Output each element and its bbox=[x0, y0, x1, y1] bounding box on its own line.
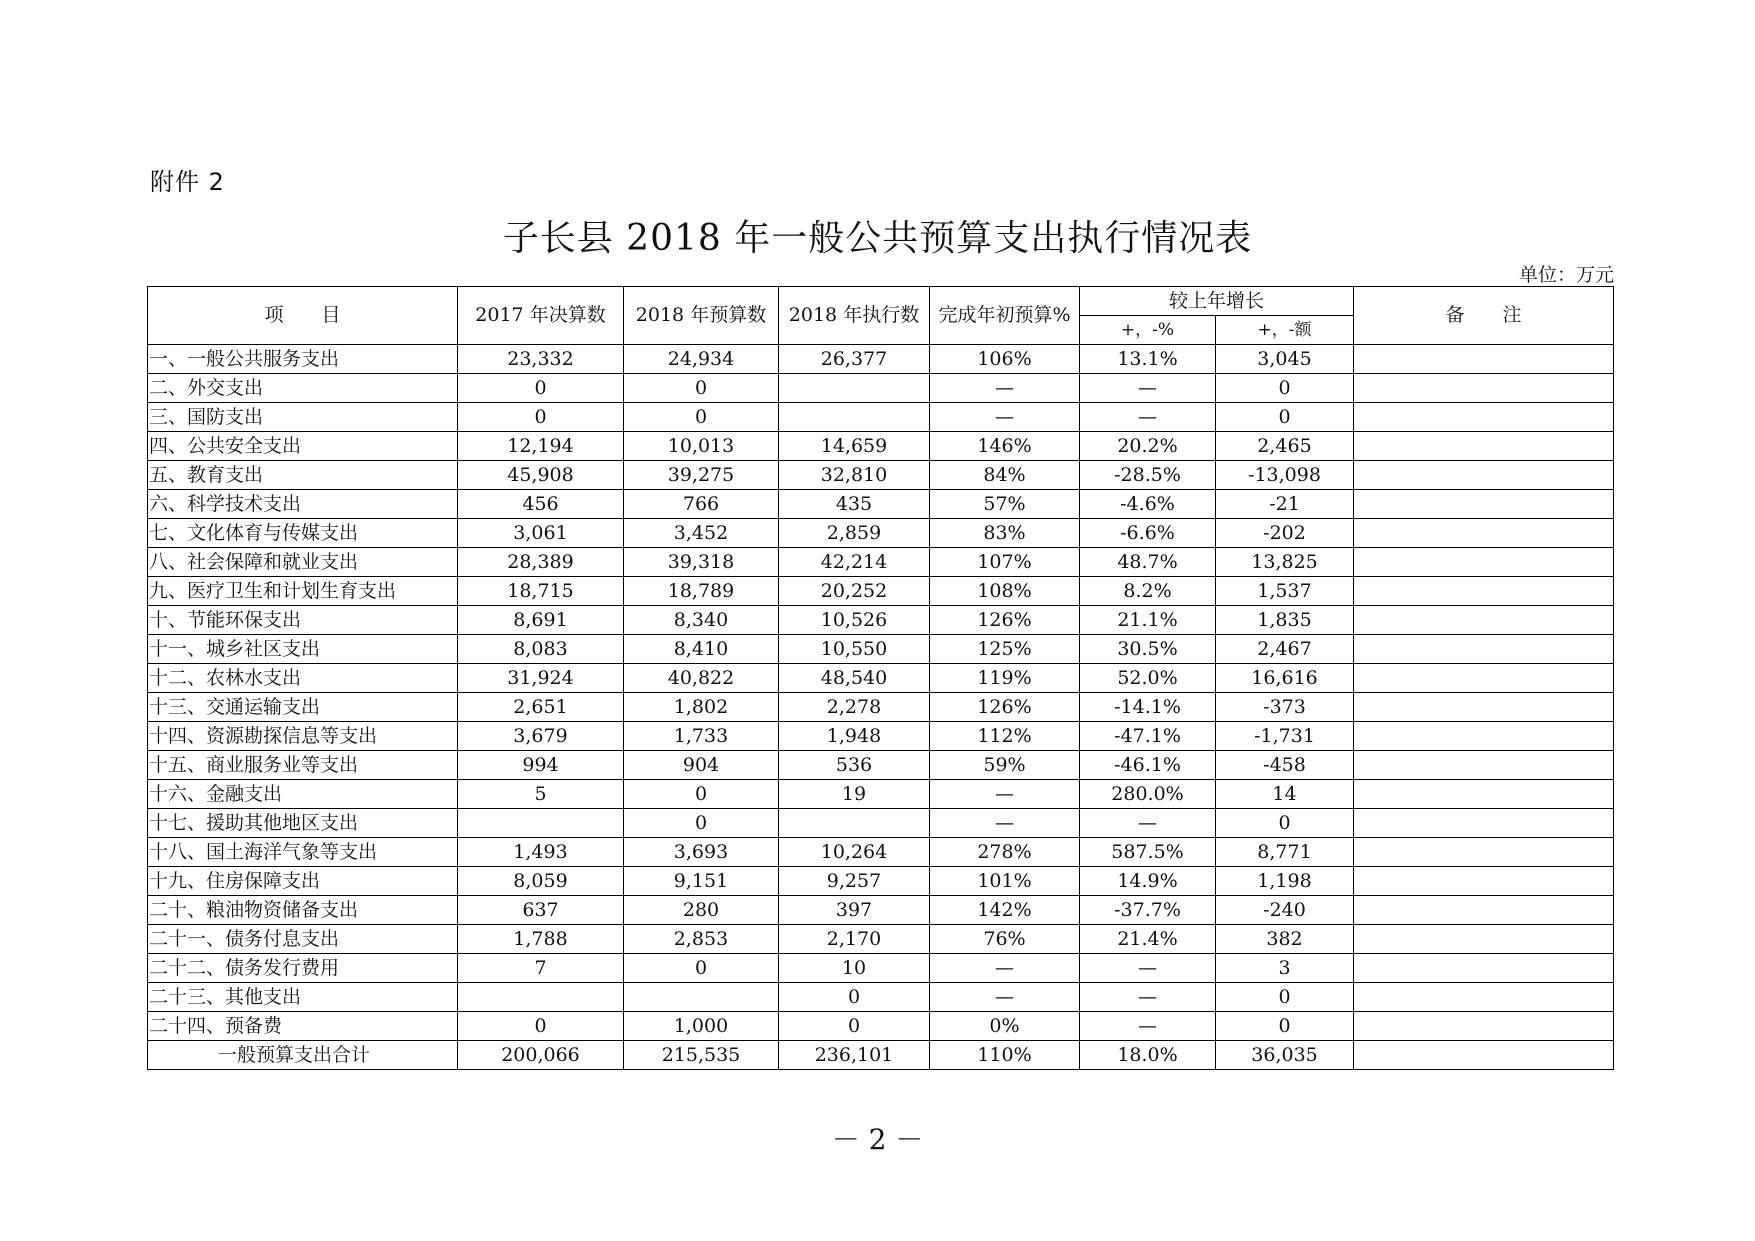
total-row bbox=[148, 1041, 1614, 1070]
cell-growth-amt: -1,731 bbox=[1216, 722, 1354, 751]
cell-exec-2018: 435 bbox=[779, 490, 930, 519]
cell-growth-pct: 587.5% bbox=[1080, 838, 1216, 867]
cell-item-name: 七、文化体育与传媒支出 bbox=[148, 519, 458, 548]
cell-remark bbox=[1354, 954, 1614, 983]
cell-growth-amt: 0 bbox=[1216, 983, 1354, 1012]
cell-final-2017: 12,194 bbox=[458, 432, 624, 461]
cell-growth-pct: 21.1% bbox=[1080, 606, 1216, 635]
cell-remark bbox=[1354, 548, 1614, 577]
cell-final-2017: 5 bbox=[458, 780, 624, 809]
table-header bbox=[148, 287, 1614, 345]
cell-budget-2018: 280 bbox=[624, 896, 779, 925]
cell-exec-2018: 26,377 bbox=[779, 345, 930, 374]
table-row bbox=[148, 809, 1614, 838]
cell-final-2017: 200,066 bbox=[458, 1041, 624, 1070]
cell-item-name: 十一、城乡社区支出 bbox=[148, 635, 458, 664]
cell-final-2017: 45,908 bbox=[458, 461, 624, 490]
table-row bbox=[148, 693, 1614, 722]
cell-remark bbox=[1354, 722, 1614, 751]
cell-completion: 108% bbox=[930, 577, 1080, 606]
cell-completion: 125% bbox=[930, 635, 1080, 664]
cell-final-2017: 456 bbox=[458, 490, 624, 519]
table-row bbox=[148, 838, 1614, 867]
cell-remark bbox=[1354, 606, 1614, 635]
cell-growth-amt: 8,771 bbox=[1216, 838, 1354, 867]
cell-item-name: 十五、商业服务业等支出 bbox=[148, 751, 458, 780]
cell-completion: 126% bbox=[930, 606, 1080, 635]
cell-growth-amt: 0 bbox=[1216, 403, 1354, 432]
header-budget-2018: 2018 年预算数 bbox=[624, 287, 779, 345]
cell-final-2017: 7 bbox=[458, 954, 624, 983]
cell-completion: — bbox=[930, 403, 1080, 432]
table-row bbox=[148, 519, 1614, 548]
cell-remark bbox=[1354, 925, 1614, 954]
cell-growth-amt: -21 bbox=[1216, 490, 1354, 519]
cell-exec-2018: 2,170 bbox=[779, 925, 930, 954]
cell-final-2017: 28,389 bbox=[458, 548, 624, 577]
cell-item-name: 六、科学技术支出 bbox=[148, 490, 458, 519]
cell-budget-2018: 904 bbox=[624, 751, 779, 780]
cell-remark bbox=[1354, 519, 1614, 548]
table-row bbox=[148, 403, 1614, 432]
cell-item-name: 三、国防支出 bbox=[148, 403, 458, 432]
cell-final-2017: 0 bbox=[458, 1012, 624, 1041]
cell-budget-2018: 18,789 bbox=[624, 577, 779, 606]
cell-growth-amt: 13,825 bbox=[1216, 548, 1354, 577]
cell-exec-2018: 42,214 bbox=[779, 548, 930, 577]
table-row bbox=[148, 577, 1614, 606]
cell-growth-amt: 14 bbox=[1216, 780, 1354, 809]
table-row bbox=[148, 606, 1614, 635]
attachment-label: 附件 2 bbox=[150, 168, 225, 196]
header-growth-pct: +，-% bbox=[1080, 316, 1216, 345]
cell-budget-2018: 0 bbox=[624, 954, 779, 983]
table-row bbox=[148, 896, 1614, 925]
cell-growth-amt: 2,465 bbox=[1216, 432, 1354, 461]
cell-remark bbox=[1354, 345, 1614, 374]
cell-item-name: 二十二、债务发行费用 bbox=[148, 954, 458, 983]
cell-completion: — bbox=[930, 374, 1080, 403]
cell-final-2017: 3,061 bbox=[458, 519, 624, 548]
cell-exec-2018: 14,659 bbox=[779, 432, 930, 461]
cell-growth-amt: 2,467 bbox=[1216, 635, 1354, 664]
cell-exec-2018: 2,859 bbox=[779, 519, 930, 548]
cell-budget-2018: 39,275 bbox=[624, 461, 779, 490]
cell-final-2017: 994 bbox=[458, 751, 624, 780]
cell-growth-pct: — bbox=[1080, 1012, 1216, 1041]
cell-growth-pct: -14.1% bbox=[1080, 693, 1216, 722]
cell-remark bbox=[1354, 1012, 1614, 1041]
cell-exec-2018: 10 bbox=[779, 954, 930, 983]
cell-growth-amt: 1,537 bbox=[1216, 577, 1354, 606]
cell-item-name: 二十一、债务付息支出 bbox=[148, 925, 458, 954]
table-row bbox=[148, 461, 1614, 490]
cell-completion: 278% bbox=[930, 838, 1080, 867]
cell-growth-pct: -4.6% bbox=[1080, 490, 1216, 519]
cell-growth-amt: 3 bbox=[1216, 954, 1354, 983]
cell-exec-2018: 10,526 bbox=[779, 606, 930, 635]
cell-item-name: 十二、农林水支出 bbox=[148, 664, 458, 693]
cell-budget-2018: 8,340 bbox=[624, 606, 779, 635]
cell-item-name: 四、公共安全支出 bbox=[148, 432, 458, 461]
table-row bbox=[148, 345, 1614, 374]
cell-budget-2018: 24,934 bbox=[624, 345, 779, 374]
table-row bbox=[148, 490, 1614, 519]
cell-growth-pct: 21.4% bbox=[1080, 925, 1216, 954]
cell-budget-2018 bbox=[624, 983, 779, 1012]
unit-label: 单位：万元 bbox=[1518, 264, 1614, 286]
cell-item-name: 十七、援助其他地区支出 bbox=[148, 809, 458, 838]
cell-growth-amt: 16,616 bbox=[1216, 664, 1354, 693]
cell-growth-pct: -6.6% bbox=[1080, 519, 1216, 548]
cell-growth-pct: — bbox=[1080, 374, 1216, 403]
cell-exec-2018: 1,948 bbox=[779, 722, 930, 751]
cell-budget-2018: 39,318 bbox=[624, 548, 779, 577]
cell-budget-2018: 0 bbox=[624, 403, 779, 432]
cell-remark bbox=[1354, 780, 1614, 809]
cell-completion: 101% bbox=[930, 867, 1080, 896]
cell-item-name: 十、节能环保支出 bbox=[148, 606, 458, 635]
cell-budget-2018: 3,452 bbox=[624, 519, 779, 548]
cell-final-2017 bbox=[458, 809, 624, 838]
cell-remark bbox=[1354, 403, 1614, 432]
cell-exec-2018 bbox=[779, 809, 930, 838]
cell-growth-amt: -373 bbox=[1216, 693, 1354, 722]
cell-item-name: 二十四、预备费 bbox=[148, 1012, 458, 1041]
cell-budget-2018: 10,013 bbox=[624, 432, 779, 461]
cell-completion: 76% bbox=[930, 925, 1080, 954]
cell-exec-2018: 9,257 bbox=[779, 867, 930, 896]
cell-final-2017: 31,924 bbox=[458, 664, 624, 693]
cell-item-name: 一般预算支出合计 bbox=[148, 1041, 458, 1070]
cell-remark bbox=[1354, 751, 1614, 780]
cell-item-name: 十六、金融支出 bbox=[148, 780, 458, 809]
cell-item-name: 八、社会保障和就业支出 bbox=[148, 548, 458, 577]
table-row bbox=[148, 664, 1614, 693]
cell-item-name: 二十、粮油物资储备支出 bbox=[148, 896, 458, 925]
cell-completion: — bbox=[930, 983, 1080, 1012]
cell-growth-pct: -46.1% bbox=[1080, 751, 1216, 780]
cell-completion: 146% bbox=[930, 432, 1080, 461]
header-exec-2018: 2018 年执行数 bbox=[779, 287, 930, 345]
cell-final-2017: 637 bbox=[458, 896, 624, 925]
cell-growth-pct: — bbox=[1080, 403, 1216, 432]
cell-final-2017: 0 bbox=[458, 403, 624, 432]
cell-growth-amt: 1,835 bbox=[1216, 606, 1354, 635]
cell-budget-2018: 1,000 bbox=[624, 1012, 779, 1041]
cell-growth-amt: 382 bbox=[1216, 925, 1354, 954]
cell-completion: — bbox=[930, 954, 1080, 983]
cell-final-2017: 2,651 bbox=[458, 693, 624, 722]
cell-completion: 119% bbox=[930, 664, 1080, 693]
cell-exec-2018: 536 bbox=[779, 751, 930, 780]
cell-final-2017: 8,083 bbox=[458, 635, 624, 664]
cell-remark bbox=[1354, 577, 1614, 606]
cell-exec-2018: 397 bbox=[779, 896, 930, 925]
cell-item-name: 五、教育支出 bbox=[148, 461, 458, 490]
cell-growth-amt: -13,098 bbox=[1216, 461, 1354, 490]
cell-remark bbox=[1354, 664, 1614, 693]
cell-completion: 84% bbox=[930, 461, 1080, 490]
cell-final-2017 bbox=[458, 983, 624, 1012]
cell-budget-2018: 1,733 bbox=[624, 722, 779, 751]
page-title: 子长县 2018 年一般公共预算支出执行情况表 bbox=[502, 218, 1253, 259]
cell-item-name: 九、医疗卫生和计划生育支出 bbox=[148, 577, 458, 606]
cell-item-name: 十三、交通运输支出 bbox=[148, 693, 458, 722]
cell-remark bbox=[1354, 490, 1614, 519]
cell-remark bbox=[1354, 432, 1614, 461]
cell-budget-2018: 0 bbox=[624, 374, 779, 403]
cell-growth-pct: 18.0% bbox=[1080, 1041, 1216, 1070]
cell-remark bbox=[1354, 693, 1614, 722]
cell-remark bbox=[1354, 461, 1614, 490]
cell-growth-amt: 1,198 bbox=[1216, 867, 1354, 896]
cell-growth-pct: 20.2% bbox=[1080, 432, 1216, 461]
header-growth-amt: +，-额 bbox=[1216, 316, 1354, 345]
cell-exec-2018: 2,278 bbox=[779, 693, 930, 722]
cell-exec-2018: 10,264 bbox=[779, 838, 930, 867]
table-row bbox=[148, 548, 1614, 577]
table-row bbox=[148, 1012, 1614, 1041]
cell-budget-2018: 3,693 bbox=[624, 838, 779, 867]
cell-budget-2018: 40,822 bbox=[624, 664, 779, 693]
table-body bbox=[148, 345, 1614, 1070]
cell-growth-amt: -240 bbox=[1216, 896, 1354, 925]
cell-completion: 126% bbox=[930, 693, 1080, 722]
cell-remark bbox=[1354, 374, 1614, 403]
cell-completion: 142% bbox=[930, 896, 1080, 925]
cell-growth-pct: -37.7% bbox=[1080, 896, 1216, 925]
cell-growth-pct: 14.9% bbox=[1080, 867, 1216, 896]
cell-growth-amt: 36,035 bbox=[1216, 1041, 1354, 1070]
cell-final-2017: 23,332 bbox=[458, 345, 624, 374]
cell-completion: 112% bbox=[930, 722, 1080, 751]
table-row bbox=[148, 751, 1614, 780]
cell-item-name: 一、一般公共服务支出 bbox=[148, 345, 458, 374]
cell-growth-pct: — bbox=[1080, 954, 1216, 983]
cell-budget-2018: 9,151 bbox=[624, 867, 779, 896]
table-row bbox=[148, 722, 1614, 751]
cell-final-2017: 1,788 bbox=[458, 925, 624, 954]
table-row bbox=[148, 432, 1614, 461]
cell-completion: 0% bbox=[930, 1012, 1080, 1041]
cell-item-name: 二十三、其他支出 bbox=[148, 983, 458, 1012]
header-item: 项 目 bbox=[148, 287, 458, 345]
cell-budget-2018: 2,853 bbox=[624, 925, 779, 954]
table-row bbox=[148, 954, 1614, 983]
cell-remark bbox=[1354, 867, 1614, 896]
cell-remark bbox=[1354, 896, 1614, 925]
cell-budget-2018: 1,802 bbox=[624, 693, 779, 722]
cell-growth-amt: -202 bbox=[1216, 519, 1354, 548]
cell-remark bbox=[1354, 983, 1614, 1012]
cell-budget-2018: 766 bbox=[624, 490, 779, 519]
cell-completion: 110% bbox=[930, 1041, 1080, 1070]
cell-growth-pct: 8.2% bbox=[1080, 577, 1216, 606]
cell-completion: 57% bbox=[930, 490, 1080, 519]
page-number: － 2 － bbox=[831, 1123, 924, 1156]
header-final-2017: 2017 年决算数 bbox=[458, 287, 624, 345]
cell-completion: 83% bbox=[930, 519, 1080, 548]
cell-final-2017: 1,493 bbox=[458, 838, 624, 867]
table-row bbox=[148, 983, 1614, 1012]
table-row bbox=[148, 867, 1614, 896]
cell-completion: 107% bbox=[930, 548, 1080, 577]
cell-completion: — bbox=[930, 809, 1080, 838]
cell-growth-amt: 0 bbox=[1216, 374, 1354, 403]
table-row bbox=[148, 780, 1614, 809]
cell-growth-amt: 0 bbox=[1216, 1012, 1354, 1041]
cell-remark bbox=[1354, 838, 1614, 867]
header-completion: 完成年初预算% bbox=[930, 287, 1080, 345]
cell-growth-amt: 3,045 bbox=[1216, 345, 1354, 374]
cell-exec-2018: 236,101 bbox=[779, 1041, 930, 1070]
cell-growth-pct: 280.0% bbox=[1080, 780, 1216, 809]
cell-exec-2018: 0 bbox=[779, 1012, 930, 1041]
cell-exec-2018: 20,252 bbox=[779, 577, 930, 606]
header-growth: 较上年增长 bbox=[1080, 287, 1354, 316]
cell-growth-pct: 30.5% bbox=[1080, 635, 1216, 664]
cell-exec-2018: 10,550 bbox=[779, 635, 930, 664]
cell-exec-2018: 32,810 bbox=[779, 461, 930, 490]
cell-budget-2018: 8,410 bbox=[624, 635, 779, 664]
cell-final-2017: 8,059 bbox=[458, 867, 624, 896]
cell-exec-2018: 19 bbox=[779, 780, 930, 809]
budget-table bbox=[147, 286, 1614, 1070]
cell-exec-2018 bbox=[779, 374, 930, 403]
cell-item-name: 十四、资源勘探信息等支出 bbox=[148, 722, 458, 751]
cell-final-2017: 3,679 bbox=[458, 722, 624, 751]
cell-growth-amt: -458 bbox=[1216, 751, 1354, 780]
cell-completion: 59% bbox=[930, 751, 1080, 780]
table-row bbox=[148, 635, 1614, 664]
cell-final-2017: 0 bbox=[458, 374, 624, 403]
cell-final-2017: 18,715 bbox=[458, 577, 624, 606]
cell-completion: 106% bbox=[930, 345, 1080, 374]
cell-item-name: 十八、国土海洋气象等支出 bbox=[148, 838, 458, 867]
cell-budget-2018: 0 bbox=[624, 809, 779, 838]
cell-growth-pct: 13.1% bbox=[1080, 345, 1216, 374]
cell-growth-pct: -47.1% bbox=[1080, 722, 1216, 751]
cell-growth-amt: 0 bbox=[1216, 809, 1354, 838]
cell-remark bbox=[1354, 1041, 1614, 1070]
table-row bbox=[148, 925, 1614, 954]
cell-remark bbox=[1354, 635, 1614, 664]
cell-growth-pct: 48.7% bbox=[1080, 548, 1216, 577]
cell-budget-2018: 0 bbox=[624, 780, 779, 809]
cell-item-name: 十九、住房保障支出 bbox=[148, 867, 458, 896]
cell-growth-pct: — bbox=[1080, 983, 1216, 1012]
cell-growth-pct: 52.0% bbox=[1080, 664, 1216, 693]
cell-exec-2018: 48,540 bbox=[779, 664, 930, 693]
cell-final-2017: 8,691 bbox=[458, 606, 624, 635]
cell-exec-2018 bbox=[779, 403, 930, 432]
cell-budget-2018: 215,535 bbox=[624, 1041, 779, 1070]
cell-exec-2018: 0 bbox=[779, 983, 930, 1012]
cell-item-name: 二、外交支出 bbox=[148, 374, 458, 403]
cell-growth-pct: — bbox=[1080, 809, 1216, 838]
cell-remark bbox=[1354, 809, 1614, 838]
cell-growth-pct: -28.5% bbox=[1080, 461, 1216, 490]
cell-completion: — bbox=[930, 780, 1080, 809]
header-remark: 备 注 bbox=[1354, 287, 1614, 345]
table-row bbox=[148, 374, 1614, 403]
